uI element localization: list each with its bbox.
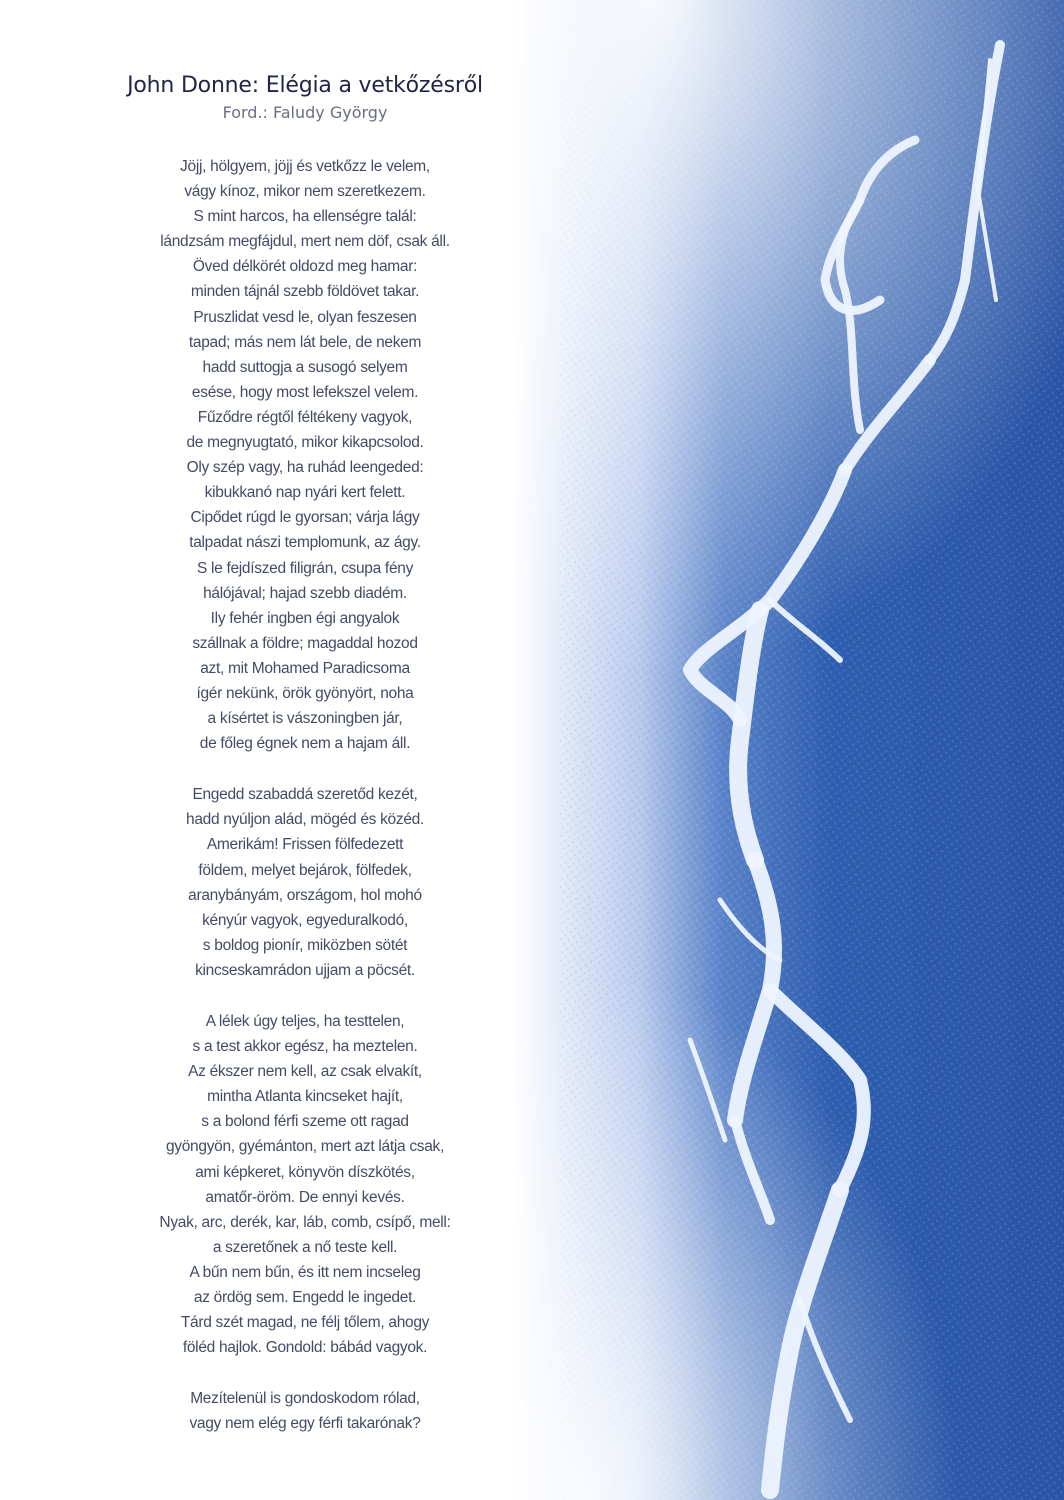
poem-line: s a test akkor egész, ha meztelen. bbox=[192, 1038, 418, 1056]
poem-translator: Ford.: Faludy György bbox=[222, 103, 388, 122]
poem-body bbox=[95, 154, 515, 1437]
poem-line: a kísértet is vászoningben jár, bbox=[207, 710, 403, 728]
poem-line: Oly szép vagy, ha ruhád leengeded: bbox=[186, 459, 424, 477]
poem-line: szállnak a földre; magaddal hozod bbox=[192, 634, 418, 652]
poem-line: az ördög sem. Engedd le ingedet. bbox=[193, 1289, 417, 1307]
poem-column bbox=[95, 70, 515, 1463]
poem-line: tapad; más nem lát bele, de nekem bbox=[188, 333, 422, 351]
poem-line: A bűn nem bűn, és itt nem incseleg bbox=[189, 1263, 421, 1281]
poem-line: vagy nem elég egy férfi takarónak? bbox=[189, 1415, 421, 1433]
poem-line: de főleg égnek nem a hajam áll. bbox=[199, 735, 411, 753]
poem-stanza bbox=[95, 1009, 515, 1360]
poem-line: kincseskamrádon ujjam a pöcsét. bbox=[195, 961, 415, 979]
poem-line: földem, melyet bejárok, fölfedek, bbox=[198, 861, 412, 879]
poem-line: Ily fehér ingben égi angyalok bbox=[210, 609, 400, 627]
poem-title: John Donne: Elégia a vetkőzésről bbox=[127, 73, 483, 98]
poem-stanza bbox=[95, 1386, 515, 1436]
poem-line: aranybányám, országom, hol mohó bbox=[188, 886, 422, 904]
poem-line: Mezítelenül is gondoskodom rólad, bbox=[190, 1390, 420, 1408]
poem-line: minden tájnál szebb földövet takar. bbox=[190, 283, 420, 301]
poem-line: hálójával; hajad szebb diadém. bbox=[203, 584, 407, 602]
poem-line: Tárd szét magad, ne félj tőlem, ahogy bbox=[180, 1314, 430, 1332]
poem-line: kibukkanó nap nyári kert felett. bbox=[204, 484, 406, 502]
poem-line: S mint harcos, ha ellenségre talál: bbox=[193, 208, 417, 226]
poem-line: vágy kínoz, mikor nem szeretkezem. bbox=[184, 183, 426, 201]
poem-line: Amerikám! Frissen fölfedezett bbox=[206, 836, 404, 854]
poem-line: Jöjj, hölgyem, jöjj és vetkőzz le velem, bbox=[180, 158, 430, 175]
poem-stanza bbox=[95, 782, 515, 983]
poem-line: Nyak, arc, derék, kar, láb, comb, csípő, mell: bbox=[159, 1213, 451, 1231]
poem-line: a szeretőnek a nő teste kell. bbox=[212, 1238, 398, 1256]
poem-line: Pruszlidat vesd le, olyan feszesen bbox=[193, 308, 417, 326]
poem-line: Cipődet rúgd le gyorsan; várja lágy bbox=[190, 509, 420, 527]
poem-line: Fűződre régtől féltékeny vagyok, bbox=[197, 408, 413, 426]
poem-line: Engedd szabaddá szeretőd kezét, bbox=[192, 786, 418, 804]
poem-line: mintha Atlanta kincseket hajít, bbox=[207, 1088, 403, 1106]
poem-line: kényúr vagyok, egyeduralkodó, bbox=[202, 911, 408, 929]
poem-line: de megnyugtató, mikor kikapcsolod. bbox=[186, 434, 424, 452]
poem-line: lándzsám megfájdul, mert nem döf, csak áll. bbox=[160, 233, 450, 251]
poem-line: hadd nyúljon alád, mögéd és közéd. bbox=[186, 811, 424, 829]
poem-line: Az ékszer nem kell, az csak elvakít, bbox=[188, 1063, 422, 1081]
poem-line: hadd suttogja a susogó selyem bbox=[202, 358, 408, 376]
poem-line: Öved délkörét oldozd meg hamar: bbox=[192, 258, 418, 276]
poem-line: gyöngyön, gyémánton, mert azt látja csak, bbox=[165, 1138, 445, 1156]
poem-line: talpadat nászi templomunk, az ágy. bbox=[189, 534, 421, 552]
poem-line: ami képkeret, könyvön díszkötés, bbox=[195, 1163, 415, 1181]
poem-line: ígér nekünk, örök gyönyört, noha bbox=[196, 684, 414, 702]
poem-line: s a bolond férfi szeme ott ragad bbox=[201, 1113, 409, 1131]
poem-stanza bbox=[95, 154, 515, 756]
poem-line: A lélek úgy teljes, ha testtelen, bbox=[205, 1013, 405, 1030]
poem-line: föléd hajlok. Gondold: bábád vagyok. bbox=[182, 1339, 428, 1357]
poem-line: S le fejdíszed filigrán, csupa fény bbox=[196, 559, 414, 577]
poem-line: azt, mit Mohamed Paradicsoma bbox=[200, 659, 410, 677]
poem-line: amatőr-öröm. De ennyi kevés. bbox=[205, 1188, 405, 1206]
poem-line: esése, hogy most lefekszel velem. bbox=[191, 383, 419, 401]
poem-line: s boldog pionír, miközben sötét bbox=[202, 936, 408, 954]
